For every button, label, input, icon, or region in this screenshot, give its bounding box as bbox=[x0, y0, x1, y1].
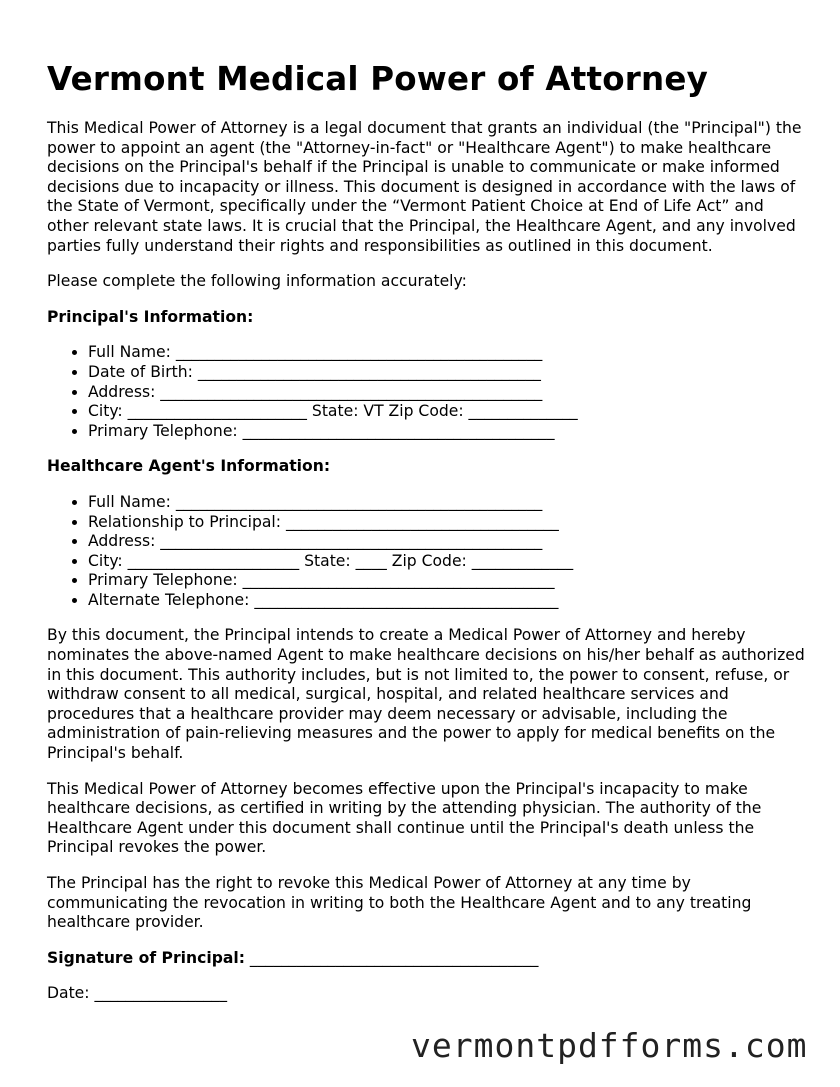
principal-telephone-field[interactable]: • Primary Telephone: ________________________________________ bbox=[88, 422, 807, 442]
agent-address-field[interactable]: • Address: _________________________________________________ bbox=[88, 532, 807, 552]
agent-full-name-field[interactable]: • Full Name: _______________________________________________ bbox=[88, 493, 807, 513]
effective-paragraph: This Medical Power of Attorney becomes effective upon the Principal's incapacity to make healthcare decisions, as certified in writing by the attending physician. The authority of the Healthcare Agent under this document shall continue until the Principal's death unless the Principal revokes the power. bbox=[47, 779, 762, 857]
principal-info-list bbox=[47, 343, 807, 441]
intro-paragraph: This Medical Power of Attorney is a legal document that grants an individual (the "Principal") the power to appoint an agent (the "Attorney-in-fact" or "Healthcare Agent") to make healthcare decisions on the Principal's behalf if the Principal is unable to communicate or make informed decisions due to incapacity or illness. This document is designed in accordance with the laws of the State of Vermont, specifically under the “Vermont Patient Choice at End of Life Act” and other relevant state laws. It is crucial that the Principal, the Healthcare Agent, and any involved parties fully understand their rights and responsibilities as outlined in this document. bbox=[47, 119, 802, 255]
principal-city-state-zip-field[interactable]: • City: _______________________ State: VT Zip Code: ______________ bbox=[88, 402, 807, 422]
document-title: Vermont Medical Power of Attorney bbox=[47, 60, 708, 98]
signature-field[interactable]: _____________________________________ bbox=[244, 948, 539, 967]
revocation-paragraph: The Principal has the right to revoke this Medical Power of Attorney at any time by communicating the revocation in writing to both the Healthcare Agent and to any treating healthcare provider. bbox=[47, 874, 752, 932]
principal-address-field[interactable]: • Address: _________________________________________________ bbox=[88, 383, 807, 403]
principal-info-heading: Principal's Information: bbox=[47, 307, 254, 326]
principal-full-name-field[interactable]: • Full Name: _______________________________________________ bbox=[88, 343, 807, 363]
agent-info-heading: Healthcare Agent's Information: bbox=[47, 457, 331, 476]
authority-paragraph: By this document, the Principal intends to create a Medical Power of Attorney and hereby nominates the above-named Agent to make healthcare decisions on his/her behalf as authorized in this document. This authority includes, but is not limited to, the power to consent, refuse, or withdraw consent to all medical, surgical, hospital, and related healthcare services and procedures that a healthcare provider may deem necessary or advisable, including the administration of pain-relieving measures and the power to apply for medical benefits on the Principal's behalf. bbox=[47, 626, 805, 763]
site-watermark: vermontpdfforms.com bbox=[411, 1026, 808, 1065]
agent-info-list bbox=[47, 493, 807, 611]
agent-city-state-zip-field[interactable]: • City: ______________________ State: ____ Zip Code: _____________ bbox=[88, 552, 807, 572]
signature-row bbox=[47, 949, 807, 969]
date-field[interactable]: Date: _________________ bbox=[47, 984, 228, 1003]
agent-alternate-telephone-field[interactable]: • Alternate Telephone: _______________________________________ bbox=[88, 591, 807, 611]
document-page bbox=[47, 56, 807, 1020]
agent-relationship-field[interactable]: • Relationship to Principal: ___________________________________ bbox=[88, 513, 807, 533]
agent-primary-telephone-field[interactable]: • Primary Telephone: ________________________________________ bbox=[88, 571, 807, 591]
instruction-text: Please complete the following information accurately: bbox=[47, 272, 467, 291]
principal-dob-field[interactable]: • Date of Birth: ____________________________________________ bbox=[88, 363, 807, 383]
signature-label: Signature of Principal: bbox=[47, 948, 245, 967]
